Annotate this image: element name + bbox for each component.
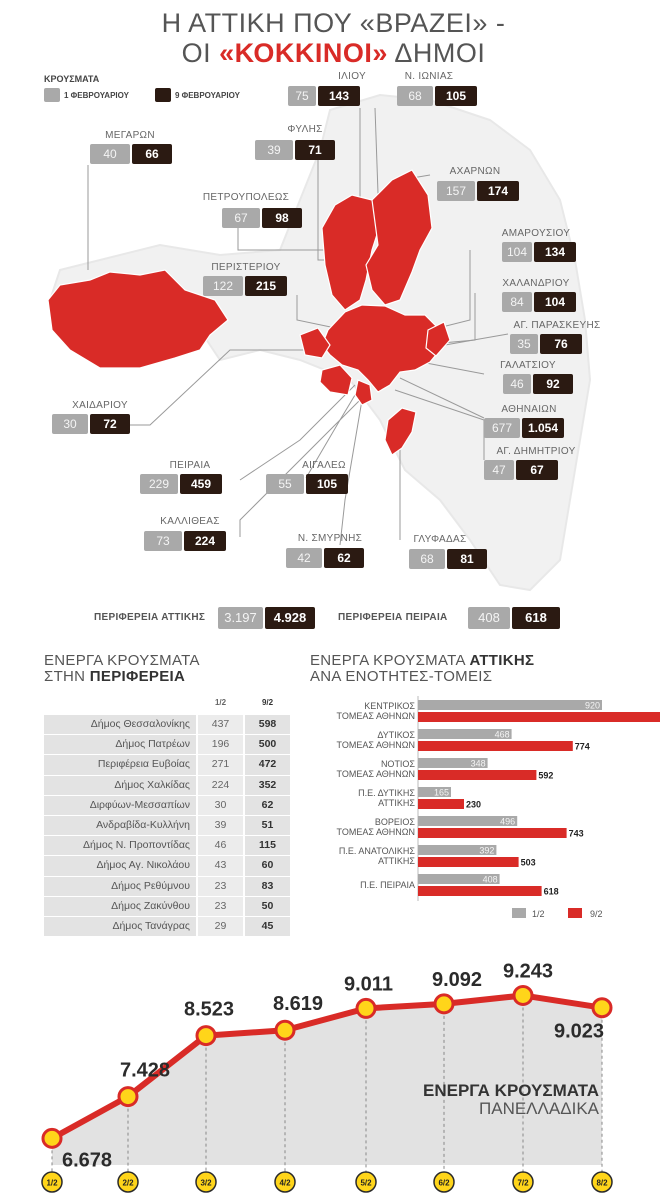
region-table-title <box>44 653 200 685</box>
row-name: Περιφέρεια Ευβοίας <box>44 755 196 774</box>
legend-swatch-feb1 <box>512 908 526 918</box>
data-point <box>276 1021 294 1039</box>
row-name: Δήμος Ν. Προποντίδας <box>44 836 196 855</box>
label-kallithea: ΚΑΛΛΙΘΕΑΣ <box>160 516 220 527</box>
data-label: 8.523 <box>184 998 235 1021</box>
line-chart-title <box>423 1082 599 1118</box>
values-petroupoli <box>222 208 302 228</box>
table-row <box>44 896 290 916</box>
values-nea-ionia <box>397 86 477 106</box>
bar-category-label: Π.Ε. ΠΕΙΡΑΙΑ <box>360 880 415 890</box>
bar-category-label: ΔΥΤΙΚΟΣ <box>377 730 415 740</box>
page-title <box>0 8 667 68</box>
date-label: 3/2 <box>200 1178 212 1188</box>
values-agia-paraskevi <box>510 334 582 354</box>
label-fyli: ΦΥΛΗΣ <box>287 124 323 135</box>
data-label: 8.619 <box>273 993 324 1016</box>
value-feb1: 75 <box>288 86 316 106</box>
row-value-feb9: 115 <box>245 836 290 855</box>
values-marousi <box>502 242 576 262</box>
row-name: Δήμος Ρεθύμνου <box>44 877 196 896</box>
data-point <box>514 986 532 1004</box>
values-agios-dimitrios <box>484 460 558 480</box>
bar-category-label: ΑΤΤΙΚΗΣ <box>378 856 415 866</box>
values-galatsi <box>503 374 573 394</box>
row-value-feb1: 271 <box>198 755 243 774</box>
legend-label-feb1: 1/2 <box>532 909 545 919</box>
row-name: Διρφύων-Μεσσαπίων <box>44 796 196 815</box>
bar-label-feb1: 468 <box>494 729 510 740</box>
table-row <box>44 815 290 835</box>
bar-category-label: Π.Ε. ΔΥΤΙΚΗΣ <box>358 788 415 798</box>
title-highlight: «ΚΟΚΚΙΝΟΙ» <box>219 38 388 68</box>
row-name: Δήμος Αγ. Νικολάου <box>44 856 196 875</box>
row-value-feb1: 30 <box>198 796 243 815</box>
bar-category-label: ΤΟΜΕΑΣ ΑΘΗΝΩΝ <box>336 827 415 837</box>
bar-label-feb1: 496 <box>500 816 516 827</box>
row-value-feb1: 23 <box>198 897 243 916</box>
values-megara <box>90 144 172 164</box>
date-label: 1/2 <box>46 1178 58 1188</box>
data-point <box>43 1129 61 1147</box>
data-label: 9.243 <box>503 960 554 983</box>
value-feb1: 677 <box>484 418 520 438</box>
value-feb1: 42 <box>286 548 322 568</box>
values-kallithea <box>144 531 226 551</box>
line-chart-title-bold: ΕΝΕΡΓΑ ΚΡΟΥΣΜΑΤΑ <box>423 1081 599 1100</box>
label-ilion: ΙΛΙΟΥ <box>338 71 366 82</box>
row-value-feb9: 598 <box>245 715 290 734</box>
bar-label-feb1: 408 <box>482 874 498 885</box>
value-feb9: 618 <box>512 607 560 629</box>
bar-feb9 <box>418 828 567 838</box>
data-label: 9.023 <box>554 1020 605 1043</box>
legend-label-feb9: 9 ΦΕΒΡΟΥΑΡΙΟΥ <box>174 90 240 100</box>
value-feb9: 92 <box>533 374 573 394</box>
bar-label-feb9: 592 <box>538 770 554 781</box>
data-label: 6.678 <box>62 1149 113 1172</box>
value-feb1: 73 <box>144 531 182 551</box>
row-value-feb9: 500 <box>245 735 290 754</box>
bar-feb9 <box>418 741 573 751</box>
data-label: 7.428 <box>120 1059 171 1082</box>
value-feb9: 104 <box>534 292 576 312</box>
date-label: 4/2 <box>279 1178 291 1188</box>
data-point <box>119 1088 137 1106</box>
bar-category-label: ΤΟΜΕΑΣ ΑΘΗΝΩΝ <box>336 769 415 779</box>
bar-feb1 <box>418 700 602 710</box>
bar-chart-title-prefix: ΕΝΕΡΓΑ ΚΡΟΥΣΜΑΤΑ <box>310 652 470 669</box>
row-value-feb9: 60 <box>245 856 290 875</box>
label-petroupoli: ΠΕΤΡΟΥΠΟΛΕΩΣ <box>202 192 290 203</box>
row-value-feb1: 29 <box>198 917 243 936</box>
row-name: Δήμος Χαλκίδας <box>44 776 196 795</box>
value-feb1: 35 <box>510 334 538 354</box>
sector-bar-chart <box>300 696 660 926</box>
row-value-feb9: 472 <box>245 755 290 774</box>
row-value-feb9: 50 <box>245 897 290 916</box>
bar-chart-title-line-1 <box>310 653 534 669</box>
region-table-title-bold: ΠΕΡΙΦΕΡΕΙΑ <box>89 668 186 685</box>
label-peristeri: ΠΕΡΙΣΤΕΡΙΟΥ <box>211 262 281 273</box>
value-feb1: 30 <box>52 414 88 434</box>
table-body <box>44 714 290 936</box>
values-athens <box>484 418 564 438</box>
table-row <box>44 876 290 896</box>
label-athens: ΑΘΗΝΑΙΩΝ <box>501 404 557 415</box>
data-point <box>593 999 611 1017</box>
value-feb9: 76 <box>540 334 582 354</box>
row-value-feb1: 196 <box>198 735 243 754</box>
line-chart-title-line-1 <box>423 1082 599 1100</box>
values-piraeus <box>140 474 222 494</box>
legend-label-feb9: 9/2 <box>590 909 603 919</box>
value-feb9: 81 <box>447 549 487 569</box>
values-aigaleo <box>266 474 348 494</box>
legend-swatch-feb9 <box>568 908 582 918</box>
legend-label-feb1: 1 ΦΕΒΡΟΥΑΡΙΟΥ <box>64 90 129 100</box>
values-attica-region <box>218 607 315 629</box>
value-feb9: 4.928 <box>265 607 315 629</box>
value-feb1: 39 <box>255 140 293 160</box>
bar-feb9 <box>418 712 660 722</box>
bar-chart-title-bold: ΑΤΤΙΚΗΣ <box>469 652 535 669</box>
values-chaidari <box>52 414 130 434</box>
bar-feb9 <box>418 799 464 809</box>
national-line-chart <box>0 950 667 1196</box>
row-value-feb1: 39 <box>198 816 243 835</box>
label-galatsi: ΓΑΛΑΤΣΙΟΥ <box>500 360 556 371</box>
row-name: Δήμος Ζακύνθου <box>44 897 196 916</box>
value-feb1: 68 <box>409 549 445 569</box>
data-label: 9.011 <box>344 973 393 996</box>
row-value-feb1: 437 <box>198 715 243 734</box>
header-feb9: 9/2 <box>261 698 274 707</box>
title-line-1: Η ΑΤΤΙΚΗ ΠΟΥ «ΒΡΑΖΕΙ» - <box>161 8 506 38</box>
value-feb9: 134 <box>534 242 576 262</box>
row-value-feb9: 83 <box>245 877 290 896</box>
value-feb9: 62 <box>324 548 364 568</box>
row-value-feb1: 46 <box>198 836 243 855</box>
bar-feb9 <box>418 857 519 867</box>
values-piraeus-region <box>468 607 560 629</box>
bar-category-label: ΒΟΡΕΙΟΣ <box>374 817 415 827</box>
row-value-feb9: 51 <box>245 816 290 835</box>
bar-label-feb9: 618 <box>543 886 559 897</box>
row-value-feb9: 45 <box>245 917 290 936</box>
value-feb9: 71 <box>295 140 335 160</box>
bar-label-feb9: 230 <box>466 799 482 810</box>
table-row <box>44 795 290 815</box>
bar-label-feb9: 503 <box>520 857 536 868</box>
table-row <box>44 775 290 795</box>
date-label: 8/2 <box>596 1178 608 1188</box>
row-value-feb1: 43 <box>198 856 243 875</box>
row-name: Δήμος Πατρέων <box>44 735 196 754</box>
row-name: Δήμος Τανάγρας <box>44 917 196 936</box>
value-feb1: 229 <box>140 474 178 494</box>
value-feb1: 408 <box>468 607 510 629</box>
value-feb1: 68 <box>397 86 433 106</box>
bar-category-label: ΑΤΤΙΚΗΣ <box>378 798 415 808</box>
bar-category-label: ΤΟΜΕΑΣ ΑΘΗΝΩΝ <box>336 711 415 721</box>
legend-heading: ΚΡΟΥΣΜΑΤΑ <box>44 74 100 84</box>
label-piraeus: ΠΕΙΡΑΙΑ <box>169 460 211 471</box>
region-table-title-line-1: ΕΝΕΡΓΑ ΚΡΟΥΣΜΑΤΑ <box>44 652 200 669</box>
row-name: Ανδραβίδα-Κυλλήνη <box>44 816 196 835</box>
value-feb1: 84 <box>502 292 532 312</box>
label-aigaleo: ΑΙΓΑΛΕΩ <box>302 460 346 471</box>
header-feb1: 1/2 <box>214 698 227 707</box>
row-value-feb1: 23 <box>198 877 243 896</box>
bar-label-feb1: 165 <box>433 787 449 798</box>
value-feb9: 224 <box>184 531 226 551</box>
table-row <box>44 734 290 754</box>
title-prefix: ΟΙ <box>181 38 220 68</box>
table-header <box>44 698 290 714</box>
row-value-feb1: 224 <box>198 776 243 795</box>
value-feb9: 66 <box>132 144 172 164</box>
date-label: 5/2 <box>360 1178 372 1188</box>
title-suffix: ΔΗΜΟΙ <box>387 38 486 68</box>
value-feb9: 1.054 <box>522 418 564 438</box>
table-row <box>44 855 290 875</box>
data-point <box>197 1027 215 1045</box>
row-value-feb9: 62 <box>245 796 290 815</box>
table-row <box>44 916 290 936</box>
date-label: 6/2 <box>438 1178 450 1188</box>
value-feb1: 122 <box>203 276 243 296</box>
bar-category-label: ΚΕΝΤΡΙΚΟΣ <box>364 701 415 711</box>
value-feb1: 67 <box>222 208 260 228</box>
region-table-title-line-2 <box>44 669 200 685</box>
row-value-feb9: 352 <box>245 776 290 795</box>
label-piraeus-region: ΠΕΡΙΦΕΡΕΙΑ ΠΕΙΡΑΙΑ <box>338 612 448 623</box>
label-nea-smyrni: Ν. ΣΜΥΡΝΗΣ <box>297 533 363 544</box>
table-row <box>44 714 290 734</box>
bar-chart-title <box>310 653 534 685</box>
data-label: 9.092 <box>432 968 483 991</box>
table-row <box>44 754 290 774</box>
value-feb9: 459 <box>180 474 222 494</box>
bar-label-feb9: 743 <box>568 828 584 839</box>
label-glyfada: ΓΛΥΦΑΔΑΣ <box>413 534 467 545</box>
label-acharnes: ΑΧΑΡΝΩΝ <box>449 166 501 177</box>
value-feb1: 46 <box>503 374 531 394</box>
label-chaidari: ΧΑΙΔΑΡΙΟΥ <box>72 400 128 411</box>
values-chalandri <box>502 292 576 312</box>
label-agios-dimitrios: ΑΓ. ΔΗΜΗΤΡΙΟΥ <box>496 446 576 457</box>
bar-category-label: ΤΟΜΕΑΣ ΑΘΗΝΩΝ <box>336 740 415 750</box>
label-marousi: ΑΜΑΡΟΥΣΙΟΥ <box>501 228 571 239</box>
value-feb9: 72 <box>90 414 130 434</box>
value-feb1: 47 <box>484 460 514 480</box>
label-attica-region: ΠΕΡΙΦΕΡΕΙΑ ΑΤΤΙΚΗΣ <box>94 612 206 623</box>
bar-label-feb1: 920 <box>584 700 600 711</box>
value-feb9: 67 <box>516 460 558 480</box>
data-point <box>435 995 453 1013</box>
value-feb9: 105 <box>435 86 477 106</box>
value-feb1: 55 <box>266 474 304 494</box>
value-feb1: 157 <box>437 181 475 201</box>
bar-feb9 <box>418 886 542 896</box>
region-table-title-prefix: ΣΤΗΝ <box>44 668 90 685</box>
data-point <box>357 999 375 1017</box>
values-nea-smyrni <box>286 548 364 568</box>
bar-label-feb1: 392 <box>479 845 495 856</box>
label-nea-ionia: Ν. ΙΩΝΙΑΣ <box>404 71 454 82</box>
line-chart-title-line-2: ΠΑΝΕΛΛΑΔΙΚΑ <box>478 1099 599 1118</box>
value-feb9: 215 <box>245 276 287 296</box>
value-feb9: 105 <box>306 474 348 494</box>
value-feb1: 40 <box>90 144 130 164</box>
label-agia-paraskevi: ΑΓ. ΠΑΡΑΣΚΕΥΗΣ <box>513 320 601 331</box>
values-ilion <box>288 86 360 106</box>
bar-chart-title-line-2: ΑΝΑ ΕΝΟΤΗΤΕΣ-ΤΟΜΕΙΣ <box>310 668 493 685</box>
date-label: 7/2 <box>517 1178 529 1188</box>
values-peristeri <box>203 276 287 296</box>
bar-feb9 <box>418 770 536 780</box>
label-chalandri: ΧΑΛΑΝΔΡΙΟΥ <box>502 278 570 289</box>
region-table <box>44 698 290 936</box>
table-row <box>44 835 290 855</box>
value-feb9: 174 <box>477 181 519 201</box>
values-fyli <box>255 140 335 160</box>
value-feb9: 98 <box>262 208 302 228</box>
value-feb1: 3.197 <box>218 607 263 629</box>
date-label: 2/2 <box>122 1178 134 1188</box>
bar-category-label: ΝΟΤΙΟΣ <box>380 759 415 769</box>
value-feb1: 104 <box>502 242 532 262</box>
bar-label-feb9: 774 <box>574 741 590 752</box>
label-megara: ΜΕΓΑΡΩΝ <box>105 130 155 141</box>
bar-label-feb1: 348 <box>470 758 486 769</box>
value-feb9: 143 <box>318 86 360 106</box>
bar-category-label: Π.Ε. ΑΝΑΤΟΛΙΚΗΣ <box>338 846 415 856</box>
values-glyfada <box>409 549 487 569</box>
row-name: Δήμος Θεσσαλονίκης <box>44 715 196 734</box>
values-acharnes <box>437 181 519 201</box>
